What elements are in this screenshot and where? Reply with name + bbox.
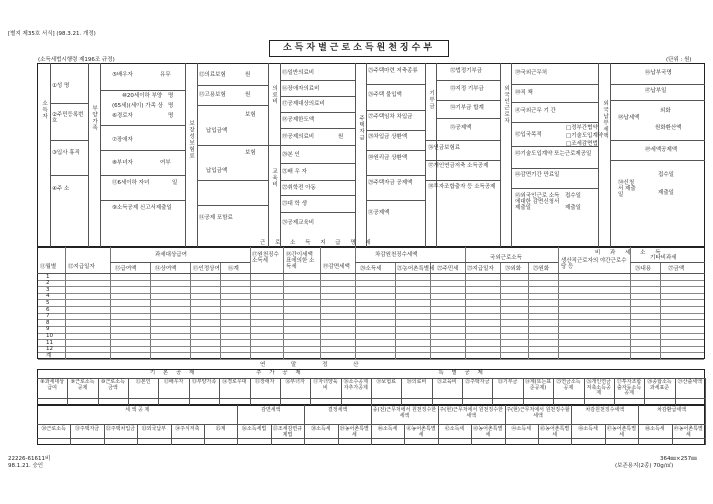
settlement-group-title: 세 액 공 제 — [125, 407, 150, 413]
col-foreign-won: ㉕원화 — [533, 266, 550, 272]
month-label: 4 — [46, 293, 50, 300]
family-spouse-flag: 유무 — [160, 72, 171, 78]
pension-premium: ㊱연금보험료 — [428, 145, 461, 151]
settlement-cell: ㉔계(또는표준공제) — [524, 379, 552, 391]
employment-insurance: ⑬고용보험 — [199, 92, 226, 98]
insurance-side-label: 보장성보험료 — [188, 120, 195, 159]
month-label: 9 — [46, 326, 50, 333]
donation-total: ㉞기부금 합계 — [450, 105, 484, 111]
tax-paid-country: ㊻납부국명 — [645, 70, 672, 76]
settlement-cell: ㉞주식저축 — [175, 426, 200, 432]
col-night-allowance: 생산직근로자의 야간근로수당 등 — [561, 258, 627, 271]
settlement-cell: ⑩근로소득금액 — [100, 379, 125, 391]
tax-paid-date: ㊼납부일 — [645, 88, 667, 94]
settlement-group-title: 기 본 공 제 — [149, 370, 198, 376]
settlement-cell: ㊸농어촌특별세 — [473, 426, 503, 438]
settlement-cell: ⑫배우자 — [163, 379, 184, 385]
table-row — [38, 326, 704, 327]
tax-paid-submit: ㊿신청서 제출일 — [618, 180, 636, 199]
month-label: 2 — [46, 280, 50, 287]
family-deduction-submit-date: ⑨소득공제 신고서제출일 — [112, 205, 172, 211]
col-pay-date: ⑫지급일자 — [68, 264, 95, 270]
foreign-contract-date: ㊸기술도입계약 또는근로제공일 — [515, 151, 592, 157]
month-label: 10 — [46, 333, 53, 340]
month-label: 3 — [46, 286, 50, 293]
medical-deduction: ⑲공제의료비 — [282, 134, 315, 140]
investment-union: ㊳투자조합출자 등 소득공제 — [428, 184, 496, 190]
settlement-cell: ⑱소수공제자추가공제 — [343, 379, 368, 391]
month-label: 8 — [46, 319, 50, 326]
tax-exempt-title: 비 과 세 소 득 — [595, 250, 665, 256]
table-row — [38, 352, 704, 353]
month-label: 1 — [46, 273, 50, 280]
medical-eligible: ⑰공제대상의료비 — [282, 101, 325, 107]
settlement-cell: ⑪본인 — [135, 379, 151, 385]
settlement-cell: ㉘종합소득과세표준 — [647, 379, 672, 391]
housing-loan: ㉗주택임차 차입금 — [368, 114, 413, 120]
settlement-cell: ㉖개인연금저축소득공제 — [586, 379, 611, 396]
table-row — [38, 333, 704, 334]
settlement-cell: ⑬부양가족 — [191, 379, 217, 385]
family-female: ⑧부녀자 — [112, 160, 133, 166]
settlement-cell: ㊴농어촌특별세 — [339, 426, 369, 438]
footer-size: 364㎜×257㎜ — [660, 456, 697, 462]
family-under6: ⑪6세이하 자녀 — [112, 180, 150, 186]
settlement-title: 연 말 정 산 — [260, 362, 371, 368]
settlement-group-title: 차감원천징수세액 — [585, 407, 625, 413]
settlement-group-title: 차감환급세액 — [657, 407, 687, 413]
medical-side-label: 의료비 — [271, 85, 278, 105]
housing-deduction: ㉙주택자금 공제액 — [368, 180, 413, 186]
housing-amount: ㉛공제액 — [368, 210, 390, 216]
tax-credit-amount: ㊾세액공제액 — [645, 147, 678, 153]
col-bonus: ⑭상여액 — [155, 266, 177, 272]
footer-paper: (보존용지(2종) 70g/㎡) — [615, 463, 674, 469]
field-resident-id: ②주민등록번호 — [52, 112, 84, 125]
settlement-cell: ㊷소득세 — [444, 426, 465, 432]
group-other-exempt: 기타비과세 — [650, 255, 677, 261]
family-under20: ⑩20세이하 부양 — [122, 93, 163, 99]
settlement-group-title: 감면세액 — [261, 407, 281, 413]
foreign-expiry: ㊹감면기간 만료일 — [515, 172, 560, 178]
col-reduced-tax: ⑲감면세액 — [323, 264, 350, 270]
settlement-cell: ㊽소득세 — [645, 426, 665, 432]
settlement-cell: ⑲보험료 — [376, 379, 396, 385]
col-foreign-currency: ㉔외화 — [505, 266, 522, 272]
foreign-tax-side-label: 외국납부세액 — [602, 100, 609, 139]
settlement-cell: ㉚근로소득 — [41, 426, 66, 432]
settlement-cell: ㊱소득세법 — [241, 426, 267, 432]
settlement-cell: ㊵소득세 — [377, 426, 398, 432]
medical-insurance: ⑫의료보험 — [199, 72, 226, 78]
form-title: 소득자별근로소득원천징수부 — [269, 40, 449, 57]
col-simplified-tax: ⑱간이세액 표에의한 소득세 — [286, 252, 315, 271]
settlement-cell: ㊲조세감면규제법 — [272, 426, 303, 438]
table-row — [38, 359, 704, 360]
settlement-cell: ㊻소득세 — [578, 426, 598, 432]
col-withheld-income-tax: ⑰원천징수 소득세 — [252, 252, 279, 265]
table-row — [38, 286, 704, 287]
donation-deduction: ㉟공제액 — [450, 125, 472, 131]
taxpayer-side-label: 소득자 — [41, 100, 48, 120]
col-other-amount: ㉗금액 — [668, 266, 685, 272]
settlement-cell: ㊶농어촌특별세 — [406, 426, 436, 438]
foreign-entry-purpose: ㊷입국목적 — [515, 132, 542, 138]
settlement-cell: ㊼농어촌특별세 — [606, 426, 637, 438]
settlement-cell: ⑭경로우대 — [222, 379, 247, 385]
settlement-group-title: 추 가 공 제 — [256, 370, 304, 376]
check-treaty[interactable]: □정부간협약 — [566, 125, 598, 131]
housing-saving-type: ㉕주택마련 저축종류 — [368, 68, 418, 74]
foreign-exemption-submit: ㊺외국인근로 소득에대한 감면신청서 제출일 — [515, 193, 560, 212]
col-wh-rural-tax: ㉑농어촌특별세 — [397, 266, 435, 272]
table-row — [38, 313, 704, 314]
foreign-period: ㊶국외근무 기 간 — [515, 108, 556, 114]
medical-limit: ⑱공제한도액 — [282, 117, 315, 123]
settlement-group-title: 종(전)근무처에서 원천징수한 세액 — [372, 407, 437, 419]
settlement-cell: ㉕연금소득공제 — [556, 379, 581, 391]
tax-paid-amount: ㊽납세액 — [618, 115, 640, 121]
settlement-cell: ⑰자녀양육비 — [313, 379, 338, 391]
family-disabled: ⑦장애자 — [112, 137, 133, 143]
housing-repay: ㉘차입금 상환액 — [368, 134, 408, 140]
table-row — [38, 339, 704, 340]
table-row — [38, 346, 704, 347]
month-label: 7 — [46, 313, 50, 320]
education-deduction: ㉔공제교육비 — [282, 220, 315, 226]
insurance-deduction: ⑭공제 포함료 — [199, 215, 233, 221]
settlement-cell: ㉜주택차입금 — [105, 426, 136, 432]
field-join-date: ③입사 휴직 — [52, 150, 80, 156]
tax-withholding-ledger-form: [별지 제35호 서식] (98.3.21. 개정) 소득자별근로소득원천징수부 (소득세법시행령 제196조 규정) (단위 : 원) 소득자 ①성 명 ②주민등록번호 ③입사 휴직 ④주 소 부양가족 ⑤배우자 유무 ⑩20세이하 부양 명 (65세)(세이) 가족 상 명 ⑥경로자 명 ⑦장애자 ⑧부녀자 여부 ⑪6세이하 자녀 일 ⑨소득공제 신고서제출일 보장성보험료 ⑫의료보험 원 ⑬고용보험 원 보험 납입금액 보험 납입금액 ⑭공제 포함료 의료비 교육비 ⑮일반의료비 ⑯장애자의료비 ⑰공제대상의료비 ⑱공제한도액 ⑲공제의료비 원 ⑳본 인 ㉑배 우 자 ㉒취학전 아동 ㉓대 학 생 ㉔공제교육비 주택자금 ㉕주택마련 저축종류 ㉖주택 불입액 ㉗주택임차 차입금 ㉘차입금 상환액 ㉚원리금 상환액 ㉙주택자금 공제액 ㉛공제액 기부금 ㉜법정기부금 ㉝지정 기부금 ㉞기부금 합계 ㉟공제액 ㊱연금보험료 ㊲개인연금저축 소득공제 ㊳투자조합출자 등 소득공제 외국인근로자 ㊴국외근무처 ㊵직 책 ㊶국외근무 기 간 ㊷입국목적 □정부간협약 □기술도입계약 □조세감면법 ㊸기술도입계약 또는근로제공일 ㊹감면기간 만료일 ㊺외국인근로 소득에대한 감면신청서 제출일 접수일 제출일 외국납부세액 ㊻납부국명 ㊼납부일 ㊽납세액 외화 원화환산액 ㊾세액공제액 ㊿신청서 제출일 접수일 제출일 근 로 소 득 지 급 명 세 비 과 세 소 득 ⑪월별 ⑫지급일자 과세대상급여 ⑬급여액 ⑭상여액 ⑮인정상여 ⑯계 ⑰원천징수 소득세 ⑱간이세액 표에의한 소득세 ⑲감면세액 차감원천징수세액 ⑳소득세 ㉑농어촌특별세 ㉒주민세 국외근로소득 ㉓지급일자 ㉔외화 ㉕원화 생산직근로자의 야간근로수당 등 기타비과세 ㉖내용 ㉗금액 1 2 3 4 5 6 7 8 9 10 11 12 계 연 말 정 산 ⑧과세대상급여 ⑨근로소득공제 ⑩근로소득금액 ⑪본인 ⑫배우자 ⑬부양가족 ⑭경로우대 ⑮장애자 ⑯부녀자 ⑰자녀양육비 ⑱소수공제자추가공제 ⑲보험료 ⑳의료비 ㉑교육비 ㉒주택자금 ㉓기부금 ㉔계(또는표준공제) ㉕연금소득공제 ㉖개인연금저축소득공제 ㉗투자조합출자등소득공제 ㉘종합소득과세표준 ㉙산출세액 기 본 공 제 추 가 공 제 특 별 공 제 세 액 공 제 ㉚근로소득 ㉛주택자금 ㉜주택차입금 ㉝외국납부 ㉞주식저축 ㉟계 감면세액 ㊱소득세법 ㊲조세감면규제법 결정세액 ㊳소득세 ㊴농어촌특별세 종(전)근무처에서 원천징수한 세액 ㊵소득세 ㊶농어촌특별세 주(현)근무처에서 원천징수한 세액 ㊷소득세 ㊸농어촌특별세 주(현)근무처에서 원천징수할 세액 ㊹소득세 ㊺농어촌특별세 차감원천징수세액 ㊻소득세 ㊼농어촌특별세 차감환급세액 ㊽소득세 ㊾농어촌특별세 22226-61611비 98.1.21. 승인 364㎜×257㎜ (보존용지(2종) 70g/㎡) — [0, 0, 713, 504]
donation-side-label: 기부금 — [428, 90, 435, 110]
housing-payment: ㉖주택 불입액 — [368, 92, 402, 98]
table-row — [38, 293, 704, 294]
table-row — [38, 319, 704, 320]
settlement-cell: ⑮장애자 — [254, 379, 275, 385]
unit-label: (단위 : 원) — [666, 57, 692, 63]
col-wh-resident-tax: ㉒주민세 — [437, 266, 459, 272]
foreign-workplace: ㊴국외근무처 — [515, 70, 548, 76]
family-side-label: 부양가족 — [91, 105, 98, 131]
field-name: ①성 명 — [52, 83, 70, 89]
col-month: ⑪월별 — [40, 264, 57, 270]
col-foreign-date: ㉓지급일자 — [467, 266, 494, 272]
settlement-cell: ⑧과세대상급여 — [40, 379, 65, 391]
foreign-side-label: 외국인근로자 — [503, 85, 510, 124]
settlement-cell: ㊳소득세 — [311, 426, 331, 432]
family-spouse: ⑤배우자 — [112, 72, 133, 78]
footer-form-code: 22226-61611비 — [8, 456, 51, 462]
col-wh-income-tax: ⑳소득세 — [360, 266, 382, 272]
housing-side-label: 주택자금 — [358, 115, 365, 141]
education-self: ⑳본 인 — [282, 152, 300, 158]
col-salary: ⑬급여액 — [115, 266, 137, 272]
personal-pension: ㊲개인연금저축 소득공제 — [428, 163, 489, 169]
medical-general: ⑮일반의료비 — [282, 70, 315, 76]
settlement-cell: ㉓기부금 — [497, 379, 518, 385]
table-row — [38, 299, 704, 300]
table-row — [38, 306, 704, 307]
donation-legal: ㉜법정기부금 — [450, 68, 483, 74]
settlement-cell: ㉝외국납부 — [141, 426, 167, 432]
settlement-cell: ㉟계 — [215, 426, 226, 432]
education-side-label: 교육비 — [271, 168, 278, 188]
settlement-cell: ㊺농어촌특별세 — [540, 426, 570, 438]
donation-designated: ㉝지정 기부금 — [450, 86, 484, 92]
settlement-cell: ㊹소득세 — [511, 426, 532, 432]
group-foreign-income: 국외근로소득 — [490, 255, 522, 261]
education-spouse: ㉑배 우 자 — [282, 169, 307, 175]
settlement-group-title: 주(현)근무처에서 원천징수할 세액 — [506, 407, 570, 419]
month-label: 5 — [46, 299, 50, 306]
settlement-cell: ㉗투자조합출자등소득공제 — [616, 379, 642, 396]
settlement-cell: ⑯부녀자 — [285, 379, 305, 385]
col-deemed-bonus: ⑮인정상여 — [193, 266, 220, 272]
settlement-cell: ⑨근로소득공제 — [70, 379, 95, 391]
pay-section-title: 근 로 소 득 지 급 명 세 — [260, 240, 375, 246]
month-label: 11 — [46, 339, 53, 346]
foreign-position: ㊵직 책 — [515, 90, 533, 96]
settlement-cell: ㉛주택자금 — [74, 426, 100, 432]
col-other-content: ㉖내용 — [635, 266, 652, 272]
settlement-group-title: 결정세액 — [327, 407, 348, 413]
settlement-cell: ㉙산출세액 — [677, 379, 702, 385]
settlement-group-title: 특 별 공 제 — [438, 370, 486, 376]
group-withholding: 차감원천징수세액 — [375, 252, 418, 258]
settlement-cell: ⑳의료비 — [406, 379, 427, 385]
family-elderly: ⑥경로자 — [112, 113, 133, 119]
group-taxable-pay: 과세대상급여 — [155, 252, 187, 258]
education-preschool: ㉒취학전 아동 — [282, 185, 316, 191]
month-label: 6 — [46, 306, 50, 313]
form-reference: [별지 제35호 서식] (98.3.21. 개정) — [8, 31, 96, 37]
field-address: ④주 소 — [52, 186, 70, 192]
check-tax-law[interactable]: □조세감면법 — [566, 141, 598, 147]
education-college: ㉓대 학 생 — [282, 201, 307, 207]
medical-disabled: ⑯장애자의료비 — [282, 86, 320, 92]
table-row — [38, 280, 704, 281]
footer-approval: 98.1.21. 승인 — [8, 463, 44, 469]
settlement-group-title: 주(현)근무처에서 원천징수한 세액 — [439, 407, 503, 419]
housing-principal: ㉚원리금 상환액 — [368, 155, 408, 161]
check-tech-contract[interactable]: □기술도입계약 — [566, 133, 604, 139]
settlement-cell: ㊾농어촌특별세 — [673, 426, 703, 438]
settlement-cell: ㉑교육비 — [437, 379, 457, 385]
law-reference: (소득세법시행령 제196조 규정) — [38, 57, 115, 63]
settlement-cell: ㉒주택자금 — [465, 379, 490, 385]
month-label: 계 — [46, 352, 52, 359]
col-pay-total: ⑯계 — [228, 266, 239, 272]
month-label: 12 — [46, 346, 53, 353]
